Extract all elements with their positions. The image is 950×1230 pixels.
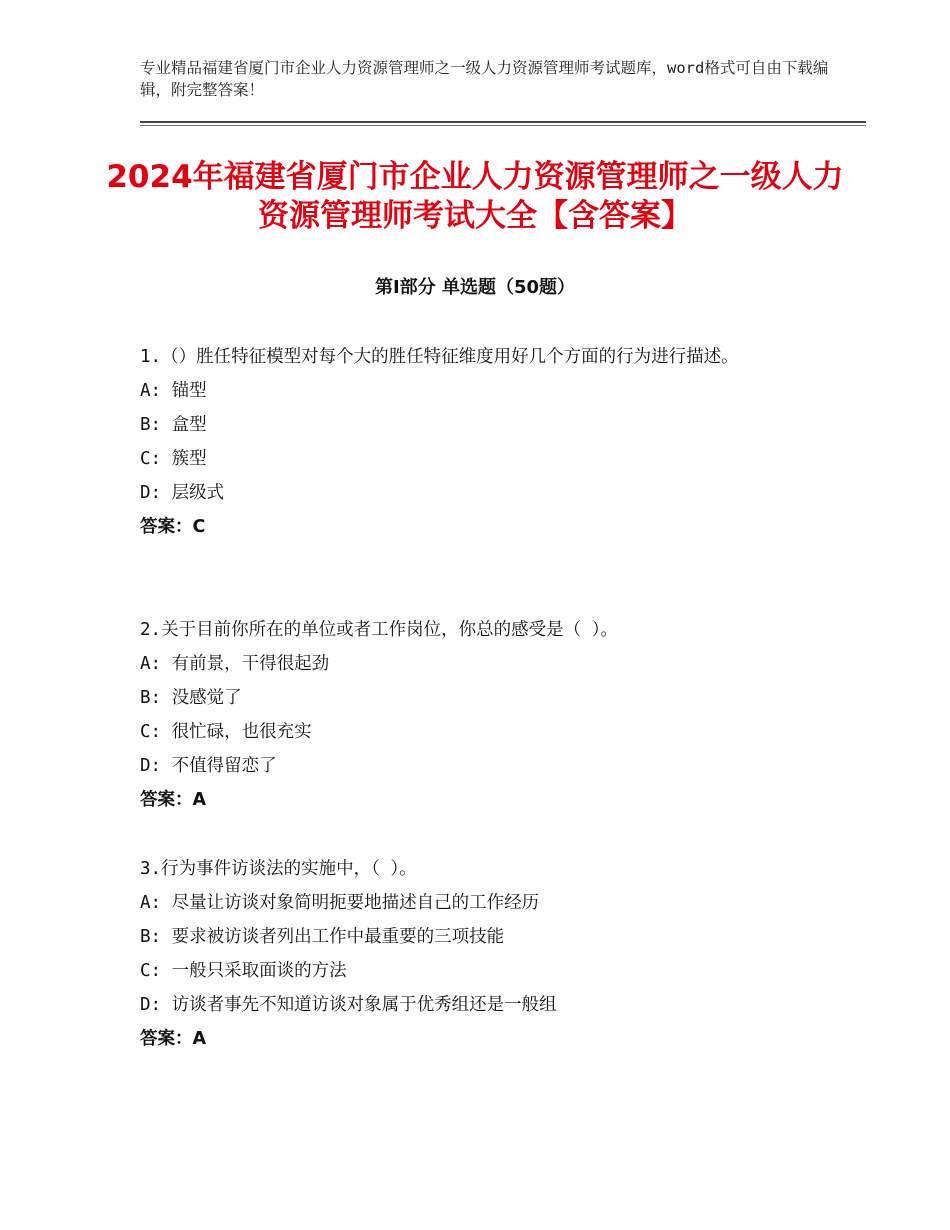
question-3 bbox=[140, 853, 800, 1056]
option-b: B: 盒型 bbox=[140, 415, 207, 435]
header-note: 专业精品福建省厦门市企业人力资源管理师之一级人力资源管理师考试题库，word格式可自由下载编辑，附完整答案！ bbox=[140, 59, 829, 99]
document-title: 2024年福建省厦门市企业人力资源管理师之一级人力资源管理师考试大全【含答案】 bbox=[106, 159, 844, 234]
header-divider-thick bbox=[140, 121, 866, 123]
option-a: A: 尽量让访谈对象简明扼要地描述自己的工作经历 bbox=[140, 893, 540, 913]
question-stem: 2.关于目前你所在的单位或者工作岗位，你总的感受是（ ）。 bbox=[140, 620, 618, 640]
answer: 答案：A bbox=[140, 790, 207, 810]
answer: 答案：A bbox=[140, 1029, 207, 1049]
option-c: C: 簇型 bbox=[140, 449, 207, 469]
question-1 bbox=[140, 341, 800, 544]
option-d: D: 层级式 bbox=[140, 483, 225, 503]
answer: 答案：C bbox=[140, 517, 206, 537]
option-c: C: 很忙碌，也很充实 bbox=[140, 722, 312, 742]
option-d: D: 不值得留恋了 bbox=[140, 756, 277, 776]
option-b: B: 没感觉了 bbox=[140, 688, 242, 708]
header-divider-thin bbox=[140, 125, 866, 126]
question-2 bbox=[140, 614, 800, 817]
option-c: C: 一般只采取面谈的方法 bbox=[140, 961, 347, 981]
option-a: A: 锚型 bbox=[140, 381, 207, 401]
question-stem: 3.行为事件访谈法的实施中，（ ）。 bbox=[140, 859, 417, 879]
option-d: D: 访谈者事先不知道访谈对象属于优秀组还是一般组 bbox=[140, 995, 557, 1015]
section-heading: 第Ⅰ部分 单选题（50题） bbox=[374, 277, 575, 298]
question-stem: 1.（）胜任特征模型对每个大的胜任特征维度用好几个方面的行为进行描述。 bbox=[140, 347, 739, 367]
option-b: B: 要求被访谈者列出工作中最重要的三项技能 bbox=[140, 927, 505, 947]
option-a: A: 有前景，干得很起劲 bbox=[140, 654, 330, 674]
